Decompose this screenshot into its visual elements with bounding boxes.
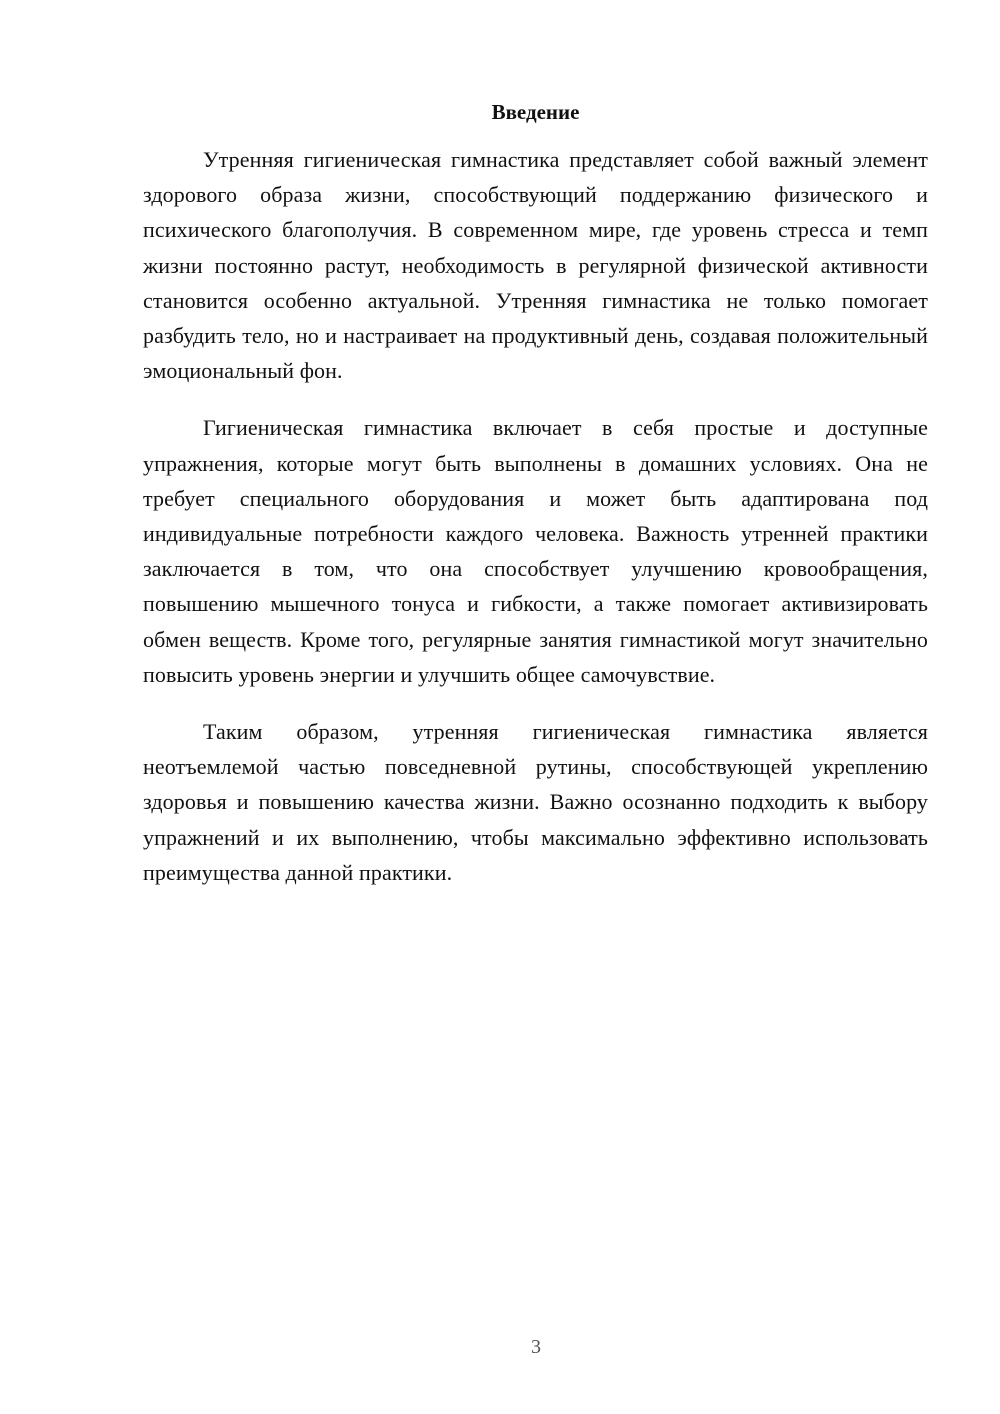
paragraph-2: Гигиеническая гимнастика включает в себя простые и доступные упражнения, которые могут быть выполнены в домашних условиях. Она не требует специального оборудования и может быть адаптирована под индивидуальные потребности каждого человека. Важность утренней практики заключается в том, что она способствует улучшению кровообращения, повышению мышечного тонуса и гибкости, а также помогает активизировать обмен веществ. Кроме того, регулярные занятия гимнастикой могут значительно повысить уровень энергии и улучшить общее самочувствие. — [143, 415, 928, 687]
section-heading: Введение — [491, 100, 580, 124]
page-number: 3 — [531, 1336, 541, 1358]
paragraph-3: Таким образом, утренняя гигиеническая гимнастика является неотъемлемой частью повседневной рутины, способствующей укреплению здоровья и повышению качества жизни. Важно осознанно подходить к выбору упражнений и их выполнению, чтобы максимально эффективно использовать преимущества данной практики. — [143, 719, 928, 885]
body-text — [143, 142, 928, 912]
paragraph-1: Утренняя гигиеническая гимнастика представляет собой важный элемент здорового образа жизни, способствующий поддержанию физического и психического благополучия. В современном мире, где уровень стресса и темп жизни постоянно растут, необходимость в регулярной физической активности становится особенно актуальной. Утренняя гимнастика не только помогает разбудить тело, но и настраивает на продуктивный день, создавая положительный эмоциональный фон. — [143, 147, 928, 384]
